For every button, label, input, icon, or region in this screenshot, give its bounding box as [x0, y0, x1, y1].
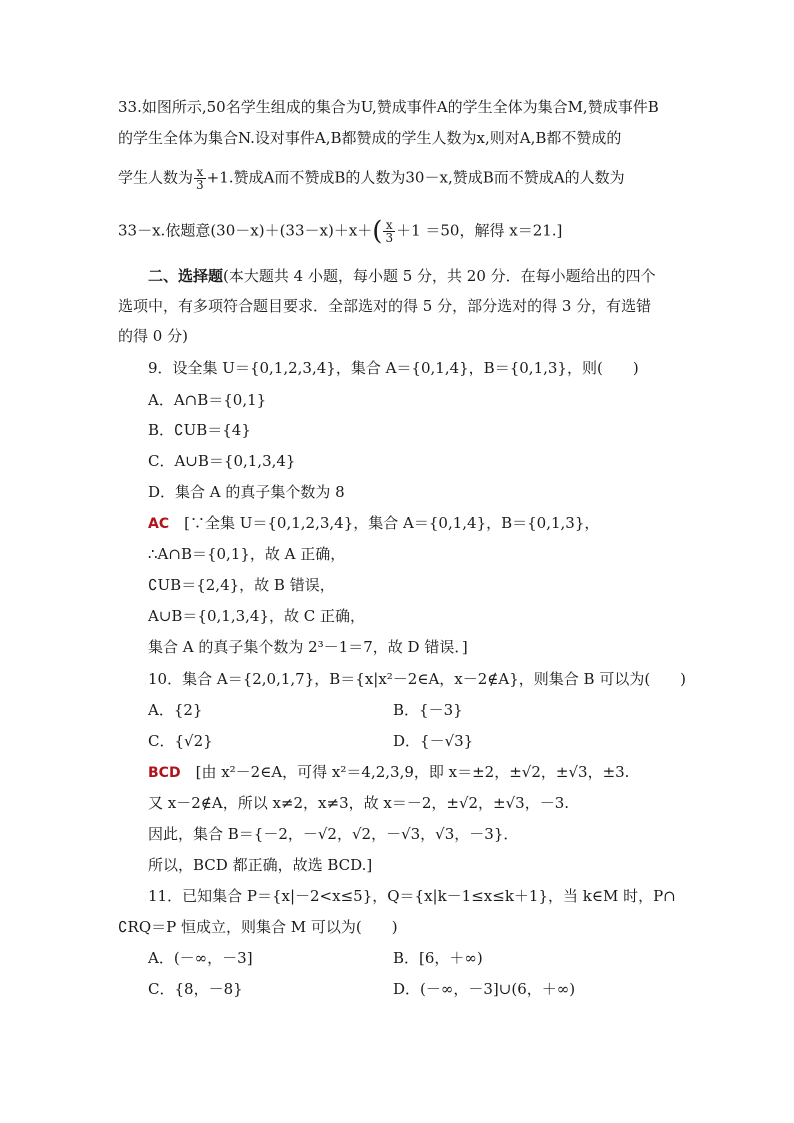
q11-option-b: B．[6，＋∞) [393, 949, 483, 967]
q11-stem-line-1: 11．已知集合 P＝{x|－2<x≤5}，Q＝{x|k－1≤x≤k＋1}，当 k∈M 时，P∩ [148, 887, 676, 905]
q10-solution-line-3: 因此，集合 B＝{－2，－√2，√2，－√3，√3，－3}． [148, 825, 519, 843]
q9-solution-line-3: ∁UB＝{2,4}，故 B 错误， [148, 576, 335, 594]
q11-option-c: C．{8，－8} [148, 980, 243, 998]
q10-stem: 10．集合 A＝{2,0,1,7}，B＝{x|x²－2∈A，x－2∉A}，则集合 B 可以为( ) [148, 670, 687, 688]
fraction-x-over-3: $\frac{x}{3}$ [385, 218, 394, 245]
q9-solution-line-1: AC [∵全集 U＝{0,1,2,3,4}，集合 A＝{0,1,4}，B＝{0,1,3}， [148, 514, 600, 532]
fraction-x-over-3: $\frac{x}{3}$ [196, 165, 204, 192]
q9-solution-line-2: ∴A∩B＝{0,1}，故 A 正确， [148, 545, 346, 563]
section-2-heading: 二、选择题 [148, 267, 224, 285]
q10-solution-line-4: 所以，BCD 都正确，故选 BCD.] [148, 856, 373, 874]
intro-solution-line-3 [118, 166, 625, 191]
q10-solution-line-2: 又 x－2∉A，所以 x≠2，x≠3，故 x＝－2，±√2，±√3，－3. [148, 794, 570, 812]
q10-option-d: D．{－√3} [393, 732, 474, 750]
intro-line3-text: 学生人数为 [118, 168, 194, 187]
q11-option-d: D．(－∞，－3]∪(6，＋∞) [393, 980, 576, 998]
q11-option-a: A．(－∞，－3] [148, 949, 253, 967]
q9-option-c: C．A∪B＝{0,1,3,4} [148, 452, 296, 470]
q9-option-a: A．A∩B＝{0,1} [148, 391, 267, 409]
q10-solution-line-1: BCD [由 x²－2∈A，可得 x²＝4,2,3,9，即 x＝±2，±√2，±√3，±3. [148, 763, 630, 781]
q9-stem: 9．设全集 U＝{0,1,2,3,4}，集合 A＝{0,1,4}，B＝{0,1,3}，则( ) [148, 359, 639, 377]
section-2-line-2: 选项中，有多项符合题目要求．全部选对的得 5 分，部分选对的得 3 分，有选错 [118, 297, 652, 315]
intro-line3-rest: +1.赞成A而不赞成B的人数为30－x,赞成B而不赞成A的人数为 [206, 168, 625, 187]
q9-solution-line-4: A∪B＝{0,1,3,4}，故 C 正确， [148, 607, 366, 625]
intro-solution-line-2: 的学生全体为集合N.设对事件A,B都赞成的学生人数为x,则对A,B都不赞成的 [118, 129, 622, 147]
q9-option-b: B．∁UB＝{4} [148, 421, 251, 439]
intro-solution-line-4: 33－x.依题意(30－x)＋(33－x)＋x＋( $\frac{x}{3}$ ＋1 ＝50，解得 x＝21.] [118, 216, 563, 247]
q9-option-d: D．集合 A 的真子集个数为 8 [148, 483, 345, 501]
q10-answer: BCD [148, 765, 181, 781]
intro-solution-line-1: 33.如图所示,50名学生组成的集合为U,赞成事件A的学生全体为集合M,赞成事件B [118, 98, 659, 116]
section-2-intro: 二、选择题(本大题共 4 小题，每小题 5 分，共 20 分．在每小题给出的四个 [148, 267, 656, 285]
q10-option-b: B．{－3} [393, 701, 463, 719]
section-2-line-3: 的得 0 分) [118, 327, 188, 345]
q10-option-a: A．{2} [148, 701, 203, 719]
q9-solution-line-5: 集合 A 的真子集个数为 2³－1＝7，故 D 错误．] [148, 638, 468, 656]
intro-line4-rest: ＋1 ＝50，解得 x＝21.] [396, 221, 563, 240]
intro-line4-text: 33－x.依题意(30－x)＋(33－x)＋x＋ [118, 221, 373, 240]
q9-answer: AC [148, 516, 170, 532]
q11-stem-line-2: ∁RQ＝P 恒成立，则集合 M 可以为( ) [118, 918, 398, 936]
q10-option-c: C．{√2} [148, 732, 213, 750]
